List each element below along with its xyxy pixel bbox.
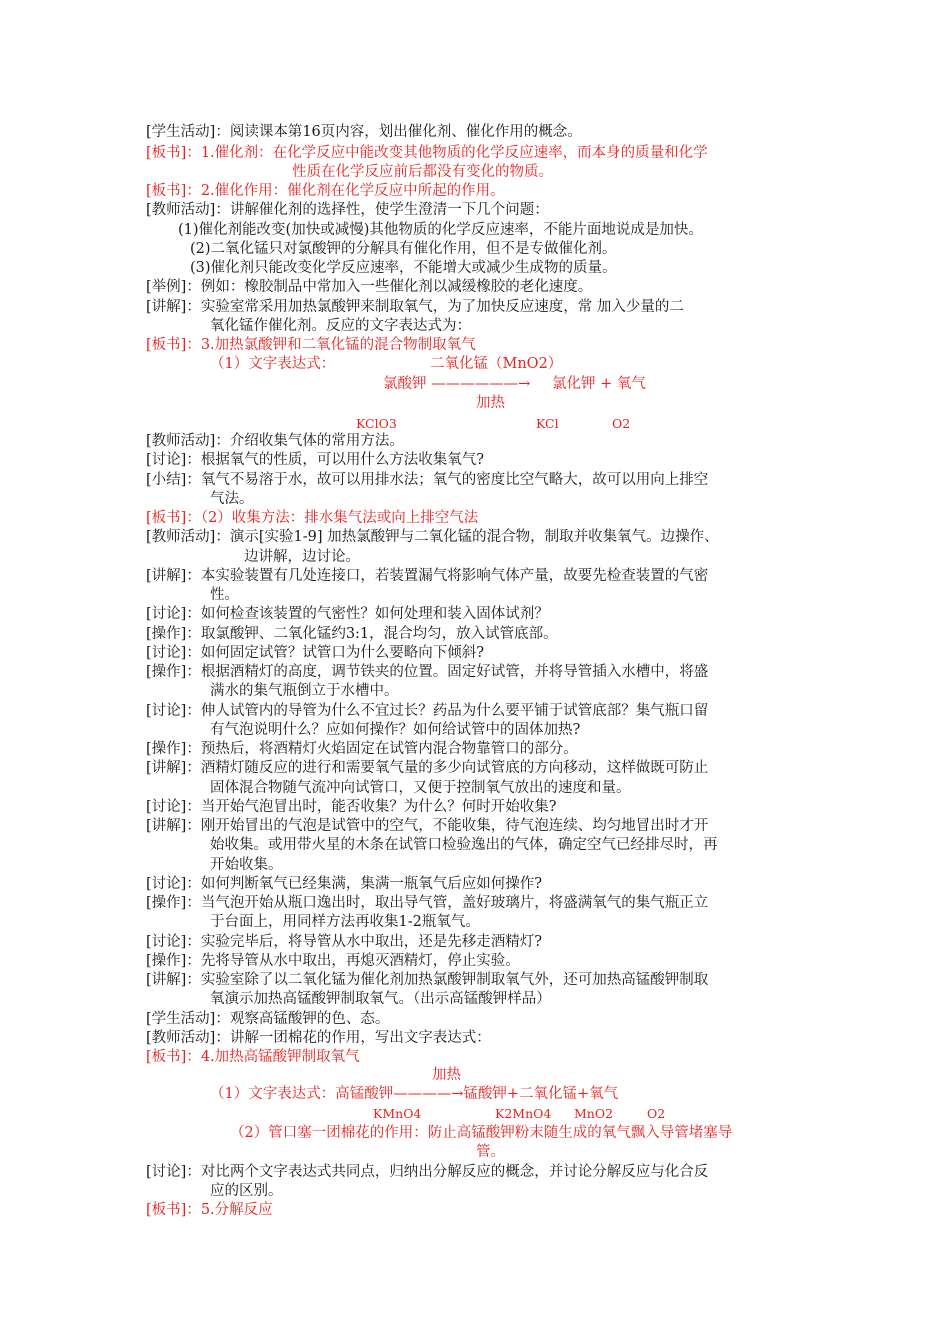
text-line: [讨论]：当开始气泡冒出时，能否收集？为什么？何时开始收集? [146,799,557,815]
equation-label: （1）文字表达式： [210,356,336,372]
formula-product: KCl [536,416,559,431]
text-line: [讨论]：如何检查该装置的气密性？如何处理和装入固体试剂？ [146,606,549,622]
board-line: [板书]：1.催化剂：在化学反应中能改变其他物质的化学反应速率，而本身的质量和化学 [146,145,708,161]
text-line: [讨论]：根据氧气的性质，可以用什么方法收集氧气? [146,452,485,468]
text-line: 气法。 [210,491,254,507]
condition-label: 加热 [476,395,505,411]
text-line: (3)催化剂只能改变化学反应速率，不能增大或减少生成物的质量。 [190,260,617,276]
text-line: [学生活动]：观察高锰酸钾的色、态。 [146,1011,390,1027]
text-line: [操作]：先将导管从水中取出，再熄灭酒精灯，停止实验。 [146,953,520,969]
board-line: 性质在化学反应前后都没有变化的物质。 [292,164,553,180]
text-line: 氧演示加热高锰酸钾制取氧气。（出示高锰酸钾样品） [210,991,551,1007]
text-line: [操作]：根据酒精灯的高度，调节铁夹的位置。固定好试管，并将导管插入水槽中，将盛 [146,664,709,680]
text-line: [教师活动]：演示[实验1-9] 加热氯酸钾与二氧化锰的混合物，制取并收集氧气。边操作、 [146,529,719,545]
text-line: 边讲解，边讨论。 [244,549,360,565]
text-line: [讨论]：如何判断氧气已经集满，集满一瓶氧气后应如何操作? [146,876,543,892]
text-line: [教师活动]：介绍收集气体的常用方法。 [146,433,404,449]
text-line: [操作]：当气泡开始从瓶口逸出时，取出导气管，盖好玻璃片，将盛满氧气的集气瓶正立 [146,895,709,911]
text-line: [讨论]：对比两个文字表达式共同点，归纳出分解反应的概念，并讨论分解反应与化合反 [146,1164,709,1180]
board-line: [板书]：（2）收集方法：排水集气法或向上排空气法 [146,510,479,526]
formula-reactant: KMnO4 [373,1106,422,1121]
board-line: 管。 [476,1144,505,1160]
text-line: [讲解]：实验室除了以二氧化锰为催化剂加热氯酸钾制取氧气外，还可加热高锰酸钾制取 [146,972,709,988]
text-line: 固体混合物随气流冲向试管口，又便于控制氧气放出的速度和量。 [210,780,631,796]
text-line: [操作]：取氯酸钾、二氧化锰约3:1，混合均匀，放入试管底部。 [146,626,558,642]
formula-reactant: KClO3 [356,416,397,431]
text-line: [讲解]：酒精灯随反应的进行和需要氧气量的多少向试管底的方向移动，这样做既可防止 [146,760,709,776]
board-line: [板书]：3.加热氯酸钾和二氧化锰的混合物制取氧气 [146,337,476,353]
text-line: [讨论]：实验完毕后，将导管从水中取出，还是先移走酒精灯? [146,934,543,950]
text-line: 应的区别。 [210,1183,283,1199]
text-line: (1)催化剂能改变(加快或减慢)其他物质的化学反应速率，不能片面地说成是加快。 [178,222,703,238]
text-line: 始收集。或用带火星的木条在试管口检验逸出的气体，确定空气已经排尽时，再 [210,837,718,853]
condition-label: 加热 [432,1067,461,1083]
equation-line: （1）文字表达式：高锰酸钾————→锰酸钾+二氧化锰+氧气 [210,1086,619,1102]
text-line: 有气泡说明什么？应如何操作？如何给试管中的固体加热? [210,722,581,738]
text-line: [讲解]：本实验装置有几处连接口，若装置漏气将影响气体产量，故要先检查装置的气密 [146,568,709,584]
text-line: 性。 [210,587,239,603]
text-line: 满水的集气瓶倒立于水槽中。 [210,683,399,699]
board-line: [板书]：5.分解反应 [146,1202,273,1218]
text-line: [举例]：例如：橡胶制品中常加入一些催化剂以减缓橡胶的老化速度。 [146,279,593,295]
text-line: [讲解]：刚开始冒出的气泡是试管中的空气，不能收集，待气泡连续、均匀地冒出时才开 [146,818,709,834]
text-line: [讲解]：实验室常采用加热氯酸钾来制取氧气，为了加快反应速度，常 加入少量的二 [146,299,684,315]
text-line: 于台面上，用同样方法再收集1-2瓶氧气。 [210,914,480,930]
board-line: [板书]：4.加热高锰酸钾制取氧气 [146,1049,360,1065]
products: 氯化钾 + 氧气 [552,376,646,392]
text-line: [教师活动]：讲解催化剂的选择性，使学生澄清一下几个问题： [146,202,549,218]
text-line: (2)二氧化锰只对氯酸钾的分解具有催化作用，但不是专做催化剂。 [190,241,617,257]
formula-product: MnO2 [574,1106,614,1121]
text-line: [小结]：氧气不易溶于水，故可以用排水法；氧气的密度比空气略大，故可以用向上排空 [146,472,709,488]
reactant-arrow: 氯酸钾 ——————→ [383,376,531,392]
text-line: [操作]：预热后，将酒精灯火焰固定在试管内混合物靠管口的部分。 [146,741,578,757]
text-line: [讨论]：伸人试管内的导管为什么不宜过长？药品为什么要平铺于试管底部？集气瓶口留 [146,703,709,719]
formula-product: K2MnO4 [495,1106,552,1121]
text-line: 开始收集。 [210,857,283,873]
formula-product: O2 [647,1106,666,1121]
board-line: （2）管口塞一团棉花的作用：防止高锰酸钾粉末随生成的氧气飘入导管堵塞导 [230,1125,733,1141]
catalyst-label: 二氧化锰（MnO2） [430,356,563,372]
text-line: [讨论]：如何固定试管？试管口为什么要略向下倾斜? [146,645,485,661]
board-line: [板书]：2.催化作用：催化剂在化学反应中所起的作用。 [146,183,505,199]
text-line: 氧化锰作催化剂。反应的文字表达式为： [210,318,471,334]
formula-product: O2 [612,416,631,431]
text-line: [教师活动]：讲解一团棉花的作用，写出文字表达式： [146,1030,491,1046]
text-line: [学生活动]：阅读课本第16页内容，划出催化剂、催化作用的概念。 [146,124,582,140]
